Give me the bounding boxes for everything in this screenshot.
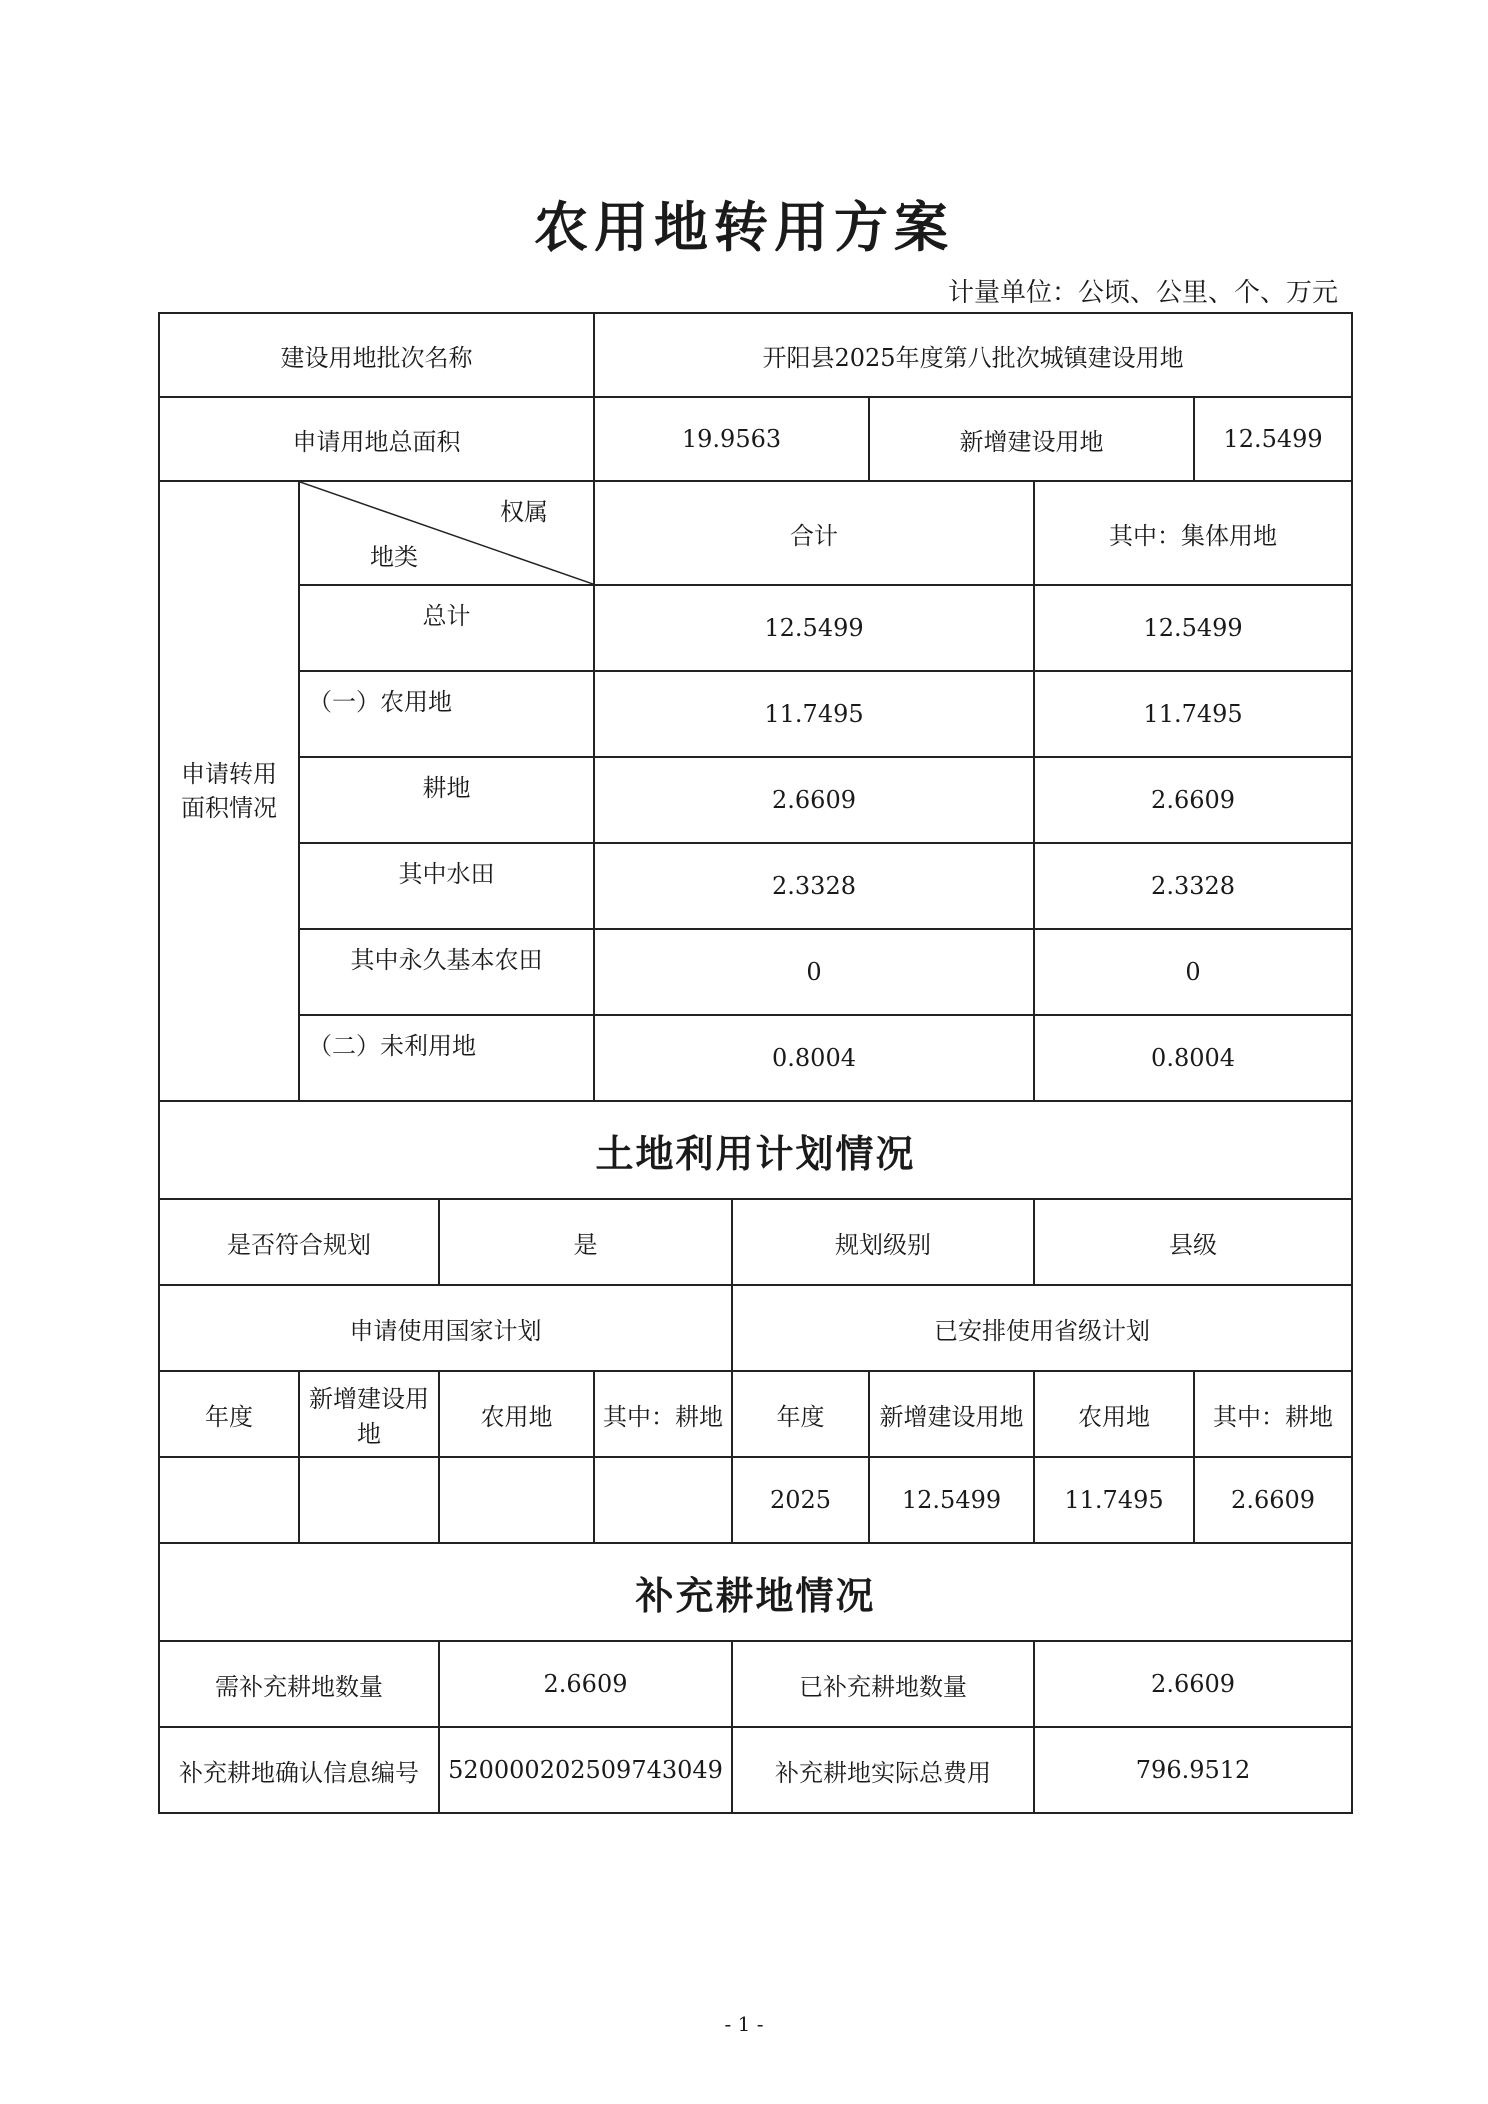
row-total: 12.5499 xyxy=(594,585,1034,671)
plan-values-row xyxy=(159,1457,1352,1543)
plan-value-cell: 2025 xyxy=(732,1457,869,1543)
plan-source-row xyxy=(159,1285,1352,1371)
unit-note: 计量单位：公顷、公里、个、万元 xyxy=(947,278,1338,308)
plan-heading-row xyxy=(159,1101,1352,1199)
batch-value: 开阳县2025年度第八批次城镇建设用地 xyxy=(594,313,1352,397)
ownership-header: 权属 xyxy=(500,498,549,526)
new-construction-label: 新增建设用地 xyxy=(869,397,1194,481)
plan-level-label: 规划级别 xyxy=(732,1199,1034,1285)
row-label: （二）未利用地 xyxy=(299,1015,594,1101)
plan-col-header: 其中：耕地 xyxy=(594,1371,732,1457)
table-row xyxy=(159,929,1352,1015)
plan-columns-row xyxy=(159,1371,1352,1457)
plan-col-header: 其中：耕地 xyxy=(1194,1371,1352,1457)
plan-col-header: 年度 xyxy=(732,1371,869,1457)
total-area-label: 申请用地总面积 xyxy=(159,397,594,481)
row-collective: 0.8004 xyxy=(1034,1015,1352,1101)
row-label: （一）农用地 xyxy=(299,671,594,757)
plan-value-cell xyxy=(439,1457,594,1543)
plan-value-cell: 12.5499 xyxy=(869,1457,1034,1543)
plan-level-value: 县级 xyxy=(1034,1199,1352,1285)
col-total-header: 合计 xyxy=(594,481,1034,585)
required-supplement-value: 2.6609 xyxy=(439,1641,732,1727)
supplement-section-heading: 补充耕地情况 xyxy=(159,1543,1352,1641)
row-collective: 2.6609 xyxy=(1034,757,1352,843)
plan-compliance-row xyxy=(159,1199,1352,1285)
confirm-number-label: 补充耕地确认信息编号 xyxy=(159,1727,439,1813)
plan-col-header: 农用地 xyxy=(439,1371,594,1457)
provincial-plan-label: 已安排使用省级计划 xyxy=(732,1285,1352,1371)
plan-col-header: 新增建设用地 xyxy=(869,1371,1034,1457)
compliant-value: 是 xyxy=(439,1199,732,1285)
plan-value-cell xyxy=(299,1457,439,1543)
supplement-confirm-row xyxy=(159,1727,1352,1813)
row-label: 总计 xyxy=(299,585,594,671)
row-collective: 11.7495 xyxy=(1034,671,1352,757)
row-total: 11.7495 xyxy=(594,671,1034,757)
table-row xyxy=(159,843,1352,929)
plan-col-header: 农用地 xyxy=(1034,1371,1194,1457)
total-area-value: 19.9563 xyxy=(594,397,869,481)
page-number: - 1 - xyxy=(724,2012,764,2036)
page-title: 农用地转用方案 xyxy=(534,195,954,259)
compliant-label: 是否符合规划 xyxy=(159,1199,439,1285)
row-label: 其中水田 xyxy=(299,843,594,929)
conversion-header-row xyxy=(159,481,1352,585)
actual-cost-value: 796.9512 xyxy=(1034,1727,1352,1813)
actual-cost-label: 补充耕地实际总费用 xyxy=(732,1727,1034,1813)
diagonal-line xyxy=(300,482,593,584)
conversion-plan-table xyxy=(158,312,1353,1814)
supplement-quantity-row xyxy=(159,1641,1352,1727)
plan-col-header: 年度 xyxy=(159,1371,299,1457)
landtype-header: 地类 xyxy=(370,543,418,571)
batch-label: 建设用地批次名称 xyxy=(159,313,594,397)
col-collective-header: 其中：集体用地 xyxy=(1034,481,1352,585)
row-total: 2.3328 xyxy=(594,843,1034,929)
confirm-number-value: 520000202509743049 xyxy=(439,1727,732,1813)
table-row xyxy=(159,1015,1352,1101)
plan-value-cell: 2.6609 xyxy=(1194,1457,1352,1543)
plan-col-header: 新增建设用地 xyxy=(299,1371,439,1457)
batch-row xyxy=(159,313,1352,397)
row-collective: 2.3328 xyxy=(1034,843,1352,929)
row-label: 其中永久基本农田 xyxy=(299,929,594,1015)
conversion-section-label-line1: 申请转用 xyxy=(181,760,277,788)
row-collective: 12.5499 xyxy=(1034,585,1352,671)
plan-section-heading: 土地利用计划情况 xyxy=(159,1101,1352,1199)
conversion-section-label-line2: 面积情况 xyxy=(181,794,277,822)
required-supplement-label: 需补充耕地数量 xyxy=(159,1641,439,1727)
row-label: 耕地 xyxy=(299,757,594,843)
row-total: 0.8004 xyxy=(594,1015,1034,1101)
diagonal-header-cell xyxy=(299,481,594,585)
table-row xyxy=(159,757,1352,843)
plan-value-cell xyxy=(594,1457,732,1543)
plan-value-cell: 11.7495 xyxy=(1034,1457,1194,1543)
done-supplement-value: 2.6609 xyxy=(1034,1641,1352,1727)
supplement-heading-row xyxy=(159,1543,1352,1641)
plan-value-cell xyxy=(159,1457,299,1543)
table-row xyxy=(159,585,1352,671)
done-supplement-label: 已补充耕地数量 xyxy=(732,1641,1034,1727)
row-collective: 0 xyxy=(1034,929,1352,1015)
table-row xyxy=(159,671,1352,757)
national-plan-label: 申请使用国家计划 xyxy=(159,1285,732,1371)
row-total: 2.6609 xyxy=(594,757,1034,843)
new-construction-value: 12.5499 xyxy=(1194,397,1352,481)
conversion-section-label xyxy=(159,481,299,1101)
row-total: 0 xyxy=(594,929,1034,1015)
area-row xyxy=(159,397,1352,481)
